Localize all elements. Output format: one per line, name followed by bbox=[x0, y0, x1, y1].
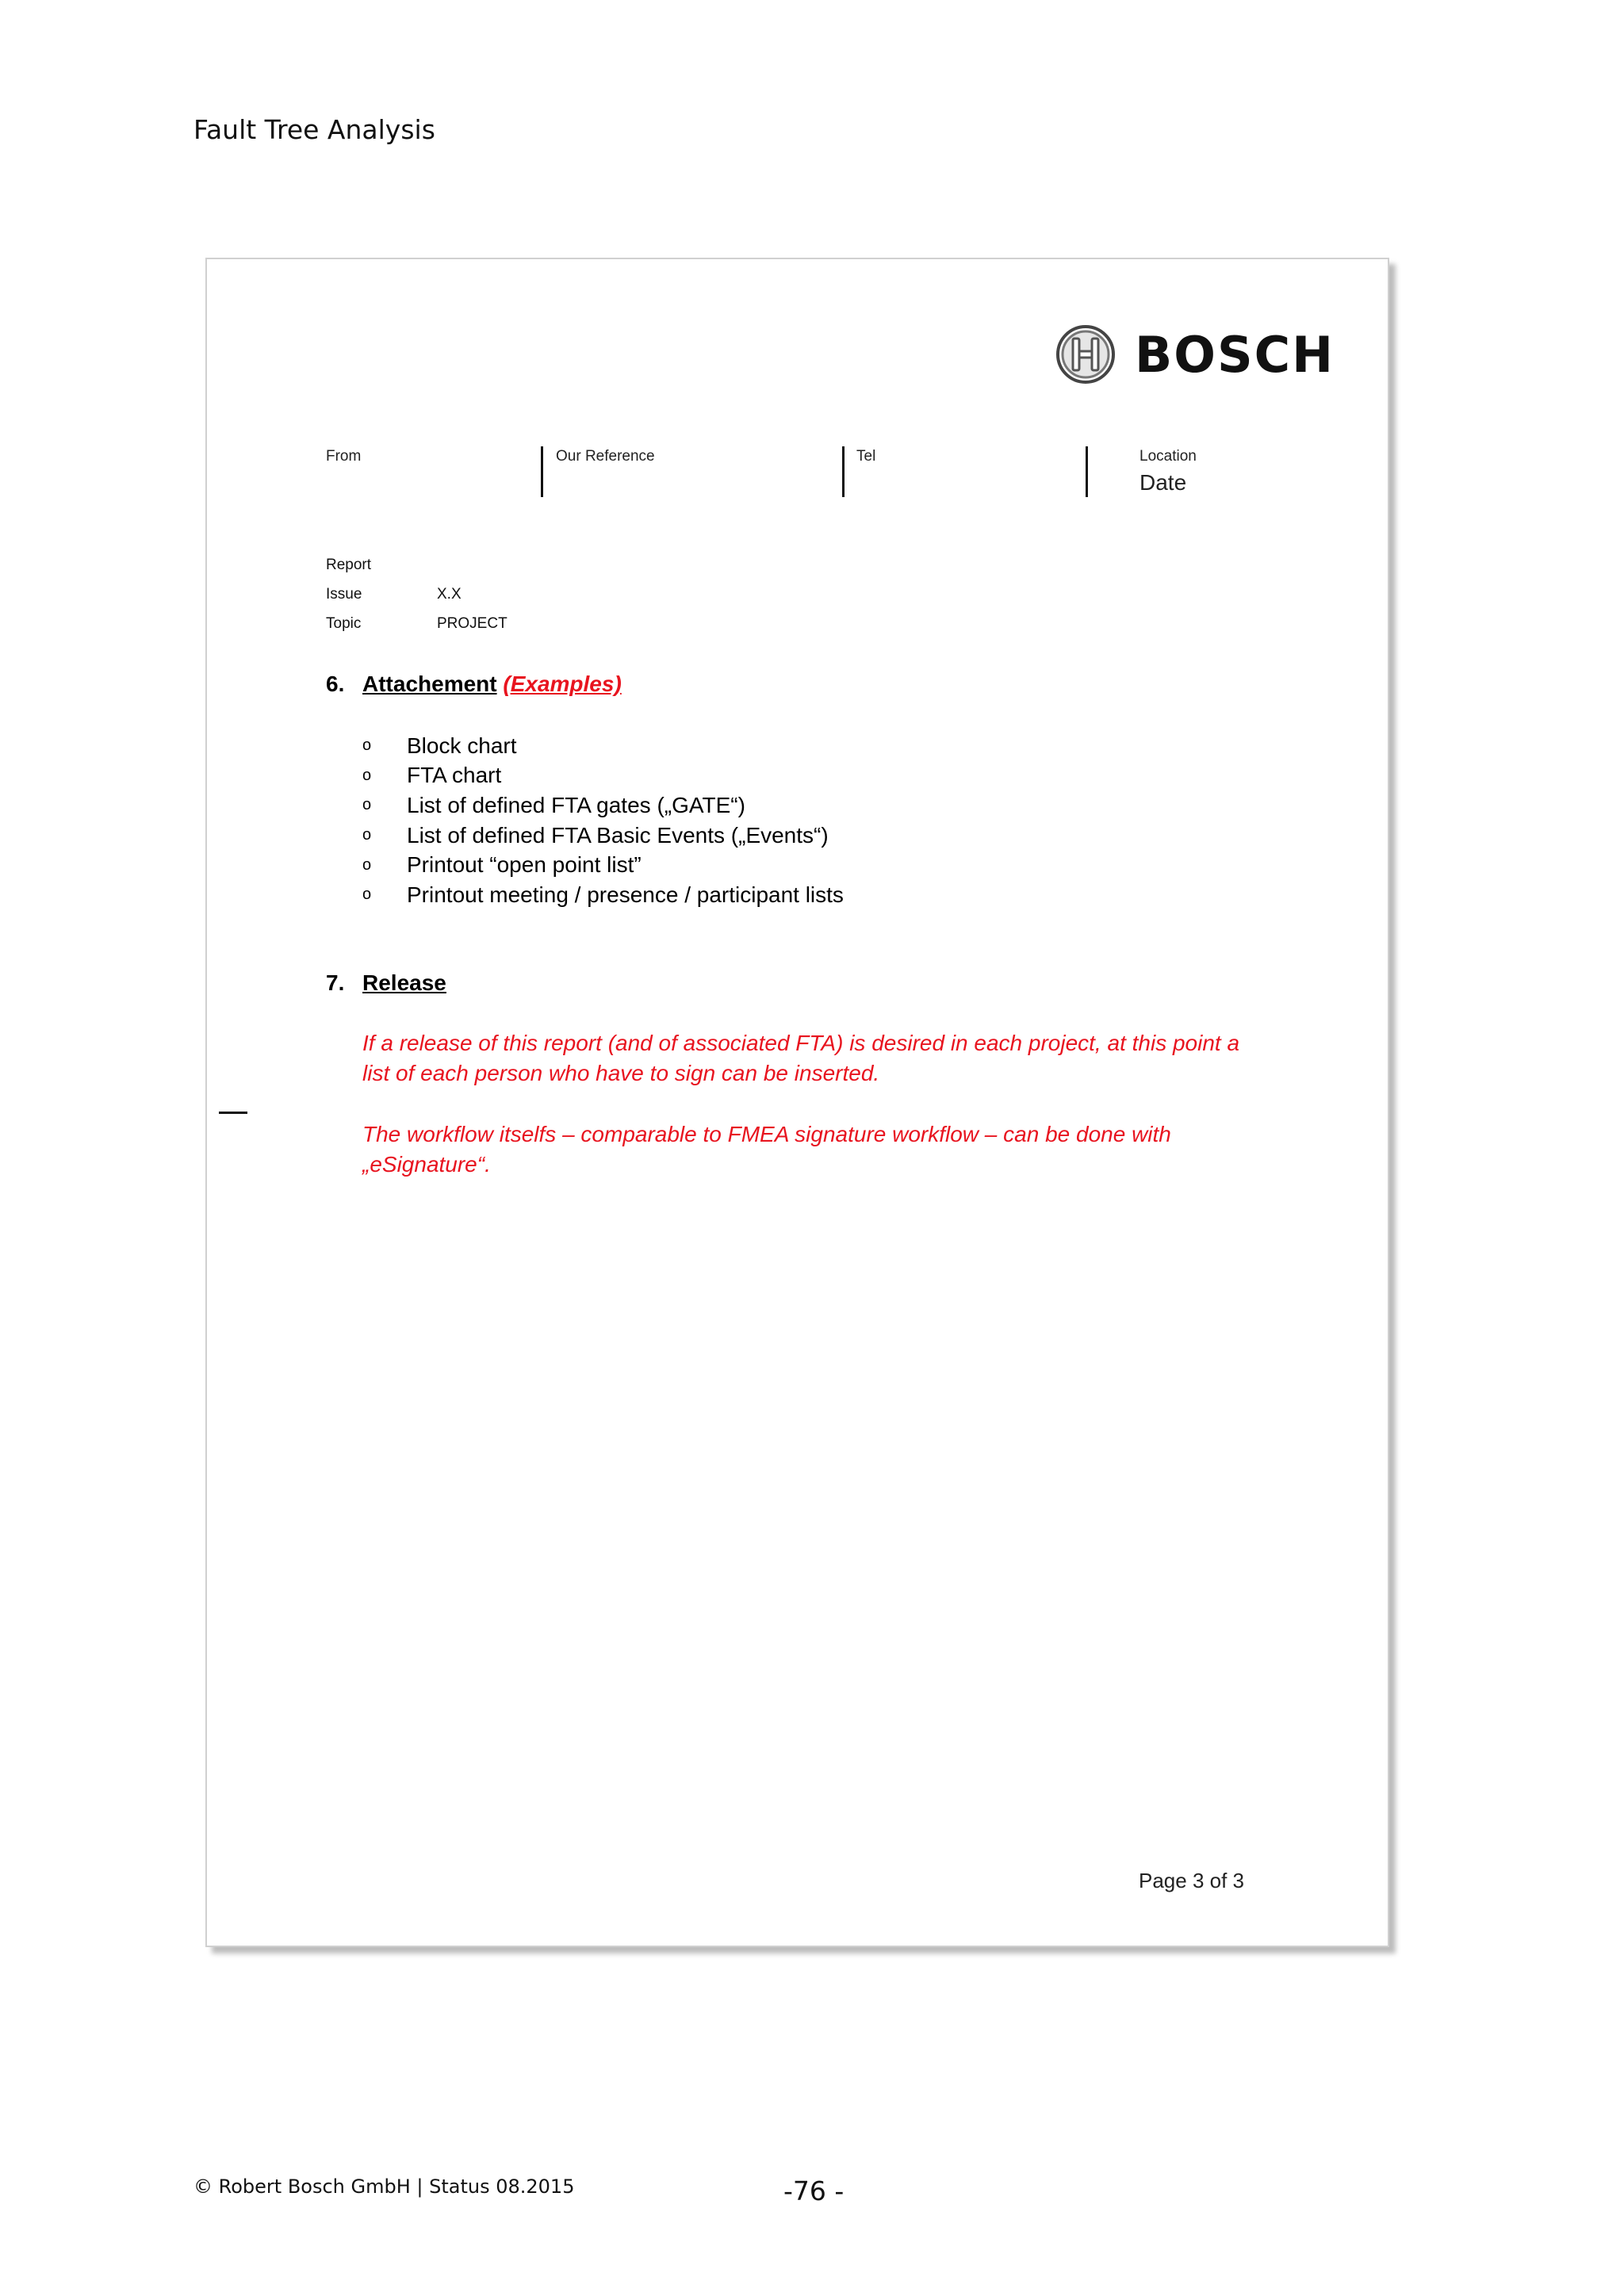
meta-topic-label: Topic bbox=[326, 615, 362, 632]
bosch-wordmark: BOSCH bbox=[1135, 325, 1335, 384]
document-header-title: Fault Tree Analysis bbox=[193, 114, 435, 145]
list-item bbox=[362, 850, 844, 880]
bullet-icon: o bbox=[362, 886, 372, 904]
footer-page-number: -76 - bbox=[783, 2175, 845, 2206]
bullet-icon: o bbox=[362, 855, 372, 874]
meta-issue bbox=[326, 586, 462, 603]
header-field-reference bbox=[556, 448, 655, 470]
list-item bbox=[362, 731, 844, 761]
header-divider bbox=[541, 446, 543, 497]
section-6-title-examples: (Examples) bbox=[503, 672, 622, 696]
release-paragraph-1: If a release of this report (and of associated FTA) is desired in each project, at this point a list of each person who have to sign can be inserted. bbox=[362, 1031, 1240, 1085]
list-item-text: Block chart bbox=[407, 733, 517, 758]
section-7-heading bbox=[326, 970, 446, 996]
header-label-location: Location bbox=[1139, 448, 1197, 465]
section-7-title: Release bbox=[362, 970, 446, 995]
header-label-from: From bbox=[326, 448, 362, 465]
bullet-icon: o bbox=[362, 796, 372, 814]
list-item bbox=[362, 790, 844, 821]
release-paragraph-2: The workflow itselfs – comparable to FMEA signature workflow – can be done with „eSignature“. bbox=[362, 1122, 1171, 1177]
margin-mark bbox=[219, 1112, 247, 1114]
list-item-text: List of defined FTA Basic Events („Events“) bbox=[407, 822, 829, 848]
header-value-date: Date bbox=[1139, 470, 1187, 495]
meta-topic-value: PROJECT bbox=[437, 615, 508, 632]
header-divider bbox=[1086, 446, 1088, 497]
bosch-logo bbox=[1055, 324, 1335, 385]
meta-topic bbox=[326, 615, 508, 633]
list-item-text: Printout “open point list” bbox=[407, 852, 642, 878]
meta-issue-value: X.X bbox=[437, 586, 462, 603]
bullet-icon: o bbox=[362, 737, 372, 755]
section-7-number: 7. bbox=[326, 970, 345, 995]
bullet-icon: o bbox=[362, 826, 372, 844]
header-label-tel: Tel bbox=[856, 448, 876, 465]
header-label-reference: Our Reference bbox=[556, 448, 655, 465]
list-item-text: Printout meeting / presence / participant lists bbox=[407, 882, 844, 907]
header-field-from bbox=[326, 448, 361, 470]
list-item-text: List of defined FTA gates („GATE“) bbox=[407, 792, 745, 817]
header-divider bbox=[842, 446, 845, 497]
list-item bbox=[362, 761, 844, 791]
embedded-report-page bbox=[205, 258, 1389, 1947]
list-item bbox=[362, 880, 844, 910]
meta-issue-label: Issue bbox=[326, 586, 362, 603]
attachment-list bbox=[362, 731, 844, 910]
bosch-armature-icon bbox=[1055, 324, 1116, 385]
meta-report-label: Report bbox=[326, 557, 372, 573]
footer-copyright: © Robert Bosch GmbH | Status 08.2015 bbox=[193, 2175, 575, 2198]
section-6-number: 6. bbox=[326, 672, 345, 696]
report-page-number: Page 3 of 3 bbox=[1139, 1869, 1244, 1892]
header-field-location bbox=[1139, 448, 1197, 496]
section-6-title: Attachement bbox=[362, 672, 497, 696]
list-item bbox=[362, 821, 844, 851]
header-field-tel bbox=[856, 448, 875, 470]
bullet-icon: o bbox=[362, 766, 372, 784]
section-6-heading bbox=[326, 672, 622, 697]
meta-report bbox=[326, 557, 371, 574]
list-item-text: FTA chart bbox=[407, 763, 502, 788]
